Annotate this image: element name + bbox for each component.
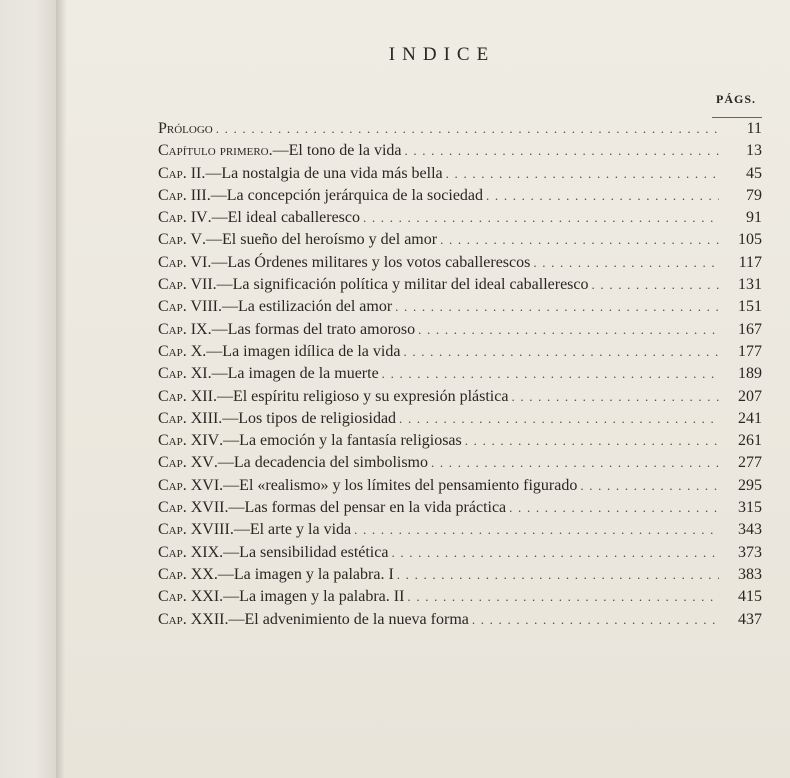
entry-label: Prólogo — [158, 120, 213, 137]
entry-title: .—La significación política y militar del ideal caballeresco — [212, 276, 589, 294]
entry-label: Cap. XVIII — [158, 521, 230, 539]
entry-title: .—El sueño del heroísmo y del amor — [202, 231, 438, 249]
dot-leader — [465, 433, 719, 449]
entry-page-number: 79 — [746, 186, 762, 204]
dot-leader — [397, 567, 719, 583]
book-gutter — [56, 0, 66, 778]
entry-label: Cap. VIII — [158, 298, 218, 316]
entry-page-number: 117 — [738, 253, 762, 271]
toc-entry — [158, 120, 762, 142]
entry-page-number: 13 — [746, 142, 762, 160]
entry-page-number: 383 — [738, 565, 762, 583]
entry-page-number: 277 — [738, 454, 762, 472]
dot-leader — [407, 589, 719, 605]
entry-label: Cap. XIV — [158, 432, 220, 450]
entry-title: .—Las formas del pensar en la vida práctica — [224, 499, 507, 517]
entry-label: Cap. XX — [158, 565, 214, 583]
entry-label: Cap. V — [158, 231, 202, 249]
entry-label: Cap. XIX — [158, 543, 220, 561]
entry-label: Cap. X — [158, 342, 203, 360]
entry-title: .—La imagen de la muerte — [207, 365, 379, 383]
entry-label: Cap. IV — [158, 209, 208, 227]
dot-leader — [395, 299, 719, 315]
entry-page-number: 207 — [738, 387, 762, 405]
entry-title: .—La nostalgia de una vida más bella — [201, 164, 443, 182]
toc-entry — [158, 142, 762, 164]
toc-entry — [158, 231, 762, 253]
entry-title: .—Las formas del trato amoroso — [207, 320, 416, 338]
dot-leader — [431, 455, 719, 471]
toc-entry — [158, 254, 762, 276]
toc-entry — [158, 165, 762, 187]
entry-label: Capítulo primero — [158, 142, 269, 160]
entry-page-number: 167 — [738, 320, 762, 338]
entry-page-number: 437 — [738, 610, 762, 628]
toc-entry — [158, 321, 762, 343]
entry-label: Cap. VII — [158, 276, 213, 294]
toc-entry — [158, 477, 762, 499]
entry-page-number: 295 — [738, 476, 762, 494]
entry-label: Cap. II — [158, 164, 202, 182]
entry-label: Cap. XXII — [158, 610, 225, 628]
entry-page-number: 151 — [738, 298, 762, 316]
dot-leader — [404, 143, 719, 159]
entry-page-number: 177 — [738, 342, 762, 360]
pages-header-rule — [712, 117, 762, 118]
toc-entry — [158, 298, 762, 320]
toc-entry — [158, 544, 762, 566]
toc-entry — [158, 432, 762, 454]
toc-entry — [158, 499, 762, 521]
entry-title: .—El tono de la vida — [268, 142, 402, 160]
toc-entry — [158, 209, 762, 231]
dot-leader — [511, 389, 719, 405]
dot-leader — [446, 166, 719, 182]
entry-page-number: 415 — [738, 588, 762, 606]
toc-entry — [158, 187, 762, 209]
entry-page-number: 315 — [738, 499, 762, 517]
toc-entry — [158, 410, 762, 432]
entry-title: .—El espíritu religioso y su expresión plástica — [212, 387, 509, 405]
entry-label: Cap. XV — [158, 454, 214, 472]
entry-title: .—La imagen y la palabra. I — [213, 565, 394, 583]
dot-leader — [382, 366, 719, 382]
dot-leader — [533, 255, 719, 271]
entry-label: Cap. XI — [158, 365, 208, 383]
entry-page-number: 241 — [738, 409, 762, 427]
dot-leader — [391, 545, 719, 561]
dot-leader — [440, 232, 719, 248]
entry-title: .—La imagen y la palabra. II — [219, 588, 405, 606]
dot-leader — [354, 522, 719, 538]
entry-label: Cap. XIII — [158, 409, 219, 427]
toc-entry — [158, 365, 762, 387]
entry-label: Cap. IX — [158, 320, 208, 338]
entry-label: Cap. III — [158, 186, 207, 204]
entry-label: Cap. XVI — [158, 476, 220, 494]
dot-leader — [486, 188, 719, 204]
left-page-edge — [0, 0, 58, 778]
entry-label: Cap. XII — [158, 387, 213, 405]
dot-leader — [399, 411, 719, 427]
toc-entry — [158, 388, 762, 410]
book-page — [66, 0, 790, 778]
toc-entry — [158, 566, 762, 588]
toc-entry — [158, 343, 762, 365]
entry-page-number: 11 — [746, 120, 762, 137]
toc-entry — [158, 521, 762, 543]
entry-page-number: 91 — [746, 209, 762, 227]
entry-title: .—El arte y la vida — [229, 521, 352, 539]
entry-page-number: 261 — [738, 432, 762, 450]
entry-title: .—La sensibilidad estética — [219, 543, 389, 561]
pages-column-header: PÁGS. — [715, 92, 756, 106]
entry-page-number: 45 — [746, 164, 762, 182]
index-title: INDICE — [388, 44, 496, 65]
entry-page-number: 373 — [738, 543, 762, 561]
toc-entry — [158, 611, 762, 633]
dot-leader — [592, 277, 719, 293]
entry-title: .—El advenimiento de la nueva forma — [224, 610, 469, 628]
entry-title: .—La imagen idílica de la vida — [202, 342, 401, 360]
table-of-contents — [158, 120, 762, 633]
entry-label: Cap. XXI — [158, 588, 220, 606]
entry-label: Cap. VI — [158, 253, 208, 271]
entry-title: .—La emoción y la fantasía religiosas — [219, 432, 462, 450]
entry-title: .—La concepción jerárquica de la sociedad — [206, 186, 484, 204]
entry-title: .—El «realismo» y los límites del pensamiento figurado — [219, 476, 578, 494]
entry-page-number: 343 — [738, 521, 762, 539]
dot-leader — [418, 322, 719, 338]
dot-leader — [472, 612, 719, 628]
dot-leader — [403, 344, 719, 360]
entry-page-number: 131 — [738, 276, 762, 294]
entry-title: .—La estilización del amor — [217, 298, 393, 316]
entry-label: Cap. XVII — [158, 499, 225, 517]
toc-entry — [158, 454, 762, 476]
entry-title: .—La decadencia del simbolismo — [213, 454, 428, 472]
dot-leader — [363, 210, 719, 226]
toc-entry — [158, 276, 762, 298]
dot-leader — [216, 121, 719, 137]
toc-entry — [158, 588, 762, 610]
dot-leader — [580, 478, 719, 494]
dot-leader — [509, 500, 719, 516]
entry-page-number: 105 — [738, 231, 762, 249]
entry-title: .—El ideal caballeresco — [207, 209, 360, 227]
entry-title: .—Los tipos de religiosidad — [218, 409, 397, 427]
entry-title: .—Las Órdenes militares y los votos caballerescos — [207, 253, 531, 271]
entry-page-number: 189 — [738, 365, 762, 383]
